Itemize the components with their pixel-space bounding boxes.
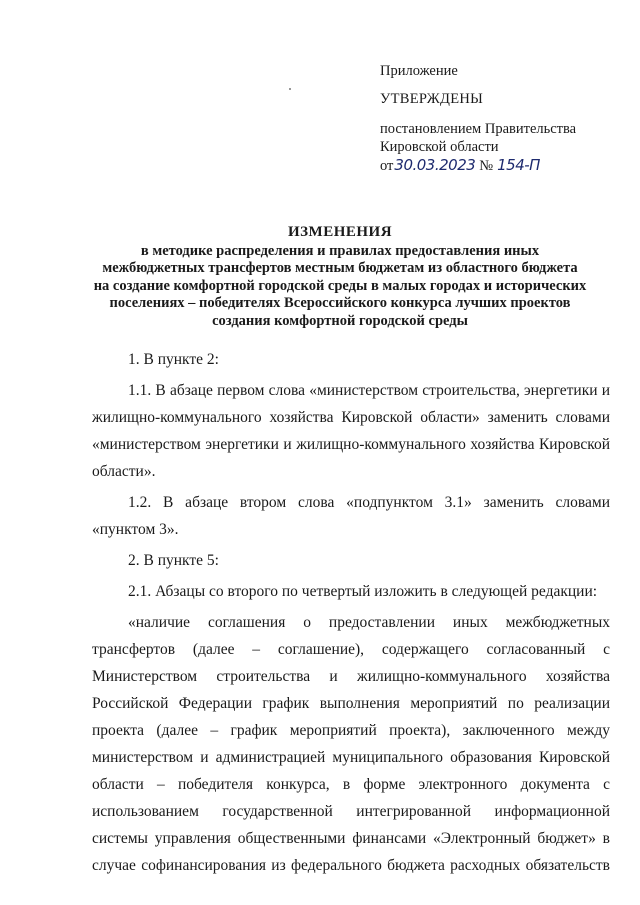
heading-line: межбюджетных трансфертов местным бюджетам из областного бюджета: [102, 260, 578, 276]
paragraph-2: 2. В пункте 5:: [128, 552, 219, 569]
number-symbol: №: [479, 158, 494, 174]
date-prefix: от: [380, 158, 394, 174]
handwritten-date: 30.03.2023: [394, 156, 476, 174]
scan-speck: [289, 88, 291, 90]
paragraph-quoted-text: «наличие соглашения о предоставлении иных межбюджетных трансфертов (далее – соглашение), содержащего согласованный с Министерством строительства и жилищно-коммунального хозяйства Российской Федерации график выполнения мероприятий по реализации проекта (далее – график мероприятий проекта), заключенного между министерством и администрацией муниципального образования Кировской области – победителя конкурса, в форме электронного документа с использованием государственной интегрированной информационной системы управления общественными финансами «Электронный бюджет» в случае софинансирования из федерального бюджета расходных обязательств: [92, 614, 610, 874]
approval-block: [380, 62, 630, 175]
paragraph-1-1: 1.1. В абзаце первом слова «министерством строительства, энергетики и жилищно-коммунального хозяйства Кировской области» заменить словами «министерством энергетики и жилищно-коммунального хозяйства Кировской области».: [92, 382, 610, 480]
decree-line-1: постановлением Правительства: [380, 121, 577, 137]
heading-line: поселениях – победителях Всероссийского конкурса лучших проектов: [109, 295, 571, 311]
paragraph-1: 1. В пункте 2:: [128, 351, 219, 368]
heading-line: создания комфортной городской среды: [212, 312, 468, 329]
paragraph-2-1: 2.1. Абзацы со второго по четвертый изложить в следующей редакции:: [128, 583, 598, 600]
heading-title: ИЗМЕНЕНИЯ: [287, 224, 393, 240]
heading-line: в методике распределения и правилах предоставления иных: [140, 242, 540, 259]
document-heading: [60, 224, 620, 330]
document-body: [92, 346, 610, 879]
appendix-label: Приложение: [380, 63, 458, 79]
decree-line-2: Кировской области: [380, 139, 499, 155]
approved-label: УТВЕРЖДЕНЫ: [380, 91, 484, 107]
heading-line: на создание комфортной городской среды в малых городах и исторических: [93, 277, 587, 294]
paragraph-1-2: 1.2. В абзаце втором слова «подпунктом 3.1» заменить словами «пунктом 3».: [92, 494, 610, 538]
handwritten-number: 154-П: [497, 156, 540, 174]
decree-date-line: [380, 156, 630, 175]
